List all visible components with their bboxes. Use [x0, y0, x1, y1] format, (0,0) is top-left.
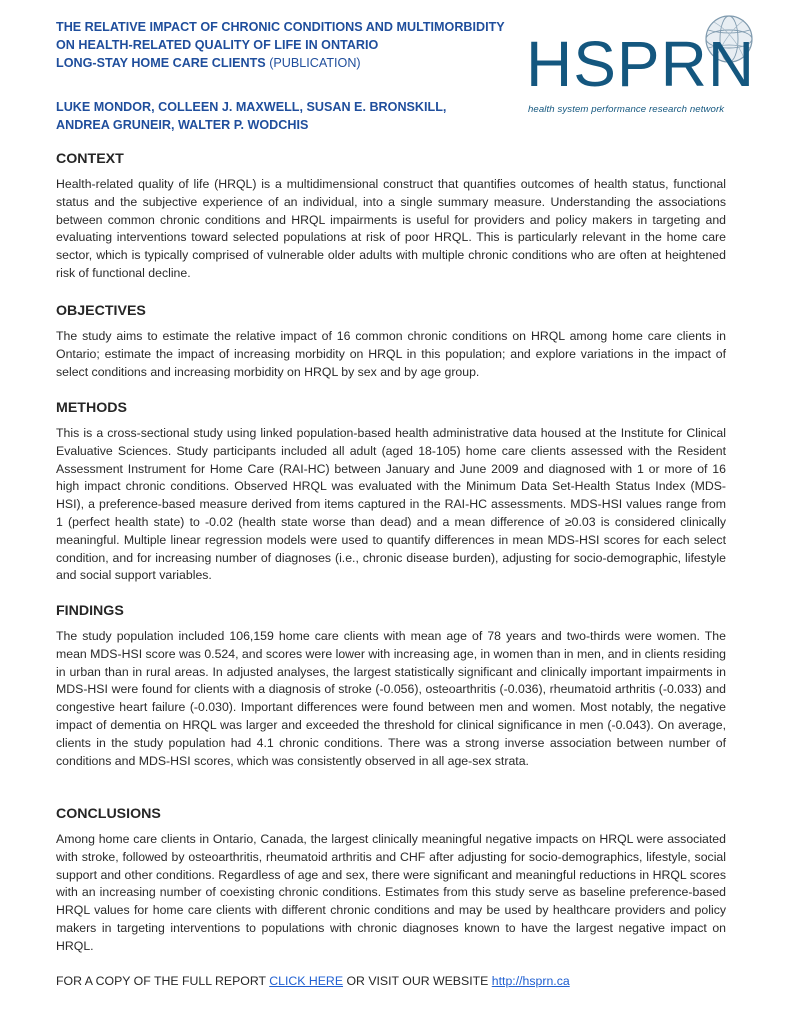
title-line-3-text: LONG-STAY HOME CARE CLIENTS: [56, 56, 266, 70]
authors-line-1: LUKE MONDOR, COLLEEN J. MAXWELL, SUSAN E. BRONSKILL,: [56, 100, 447, 114]
findings-body: The study population included 106,159 home care clients with mean age of 78 years and two-thirds were women. The mean MDS-HSI score was 0.524, and scores were lower with increasing age, in women than in men, and in clients residing in urban than in rural areas. In adjusted analyses, the largest statistically significant and clinically important impairments in MDS-HSI were found for clients with a diagnosis of stroke (-0.056), osteoarthritis (-0.036), rheumatoid arthritis (-0.033) and congestive heart failure (-0.030). Important differences were found between men and women. Most notably, the negative impact of dementia on HRQL was larger and exceeded the threshold for clinical significance in men (-0.043). On average, clients in the study population had 4.1 chronic conditions. There was a strong inverse association between number of conditions and MDS-HSI scores, which was consistently observed in all age-sex strata.: [56, 629, 726, 768]
methods-body: This is a cross-sectional study using linked population-based health administrative data housed at the Institute for Clinical Evaluative Sciences. Study participants included all adult (aged 18-105) home care clients assessed with the Resident Assessment Instrument for Home Care (RAI-HC) between January and June 2009 and diagnosed with 1 or more of 16 high impact chronic conditions. Observed HRQL was evaluated with the Minimum Data Set-Health Status Index (MDS-HSI), a preference-based measure derived from items captured in the RAI-HC assessments. MDS-HSI values range from 1 (perfect health state) to -0.02 (health state worse than dead) and a mean difference of ≥0.03 is considered clinically meaningful. Multiple linear regression models were used to quantify differences in mean MDS-HSI scores for each select condition, and for increasing number of diagnoses (i.e., chronic disease burden), adjusting for socio-demographic, lifestyle and social support variables.: [56, 426, 726, 583]
footer-middle: OR VISIT OUR WEBSITE: [346, 974, 489, 988]
title-line-3: [56, 54, 536, 72]
website-link[interactable]: http://hsprn.ca: [491, 974, 570, 988]
conclusions-heading: CONCLUSIONS: [56, 806, 161, 822]
authors: [56, 98, 516, 134]
methods-heading: METHODS: [56, 400, 127, 416]
document-title: [56, 18, 536, 72]
title-line-1: THE RELATIVE IMPACT OF CHRONIC CONDITIONS AND MULTIMORBIDITY: [56, 20, 505, 34]
authors-line-2: ANDREA GRUNEIR, WALTER P. WODCHIS: [56, 118, 309, 132]
section-findings: [56, 602, 726, 770]
objectives-body: The study aims to estimate the relative impact of 16 common chronic conditions on HRQL among home care clients in Ontario; estimate the impact of increasing morbidity on HRQL in this population; and explore variations in the impact of select conditions and increasing morbidity on HRQL by sex and by age group.: [56, 329, 726, 379]
objectives-heading: OBJECTIVES: [56, 303, 146, 319]
title-line-2: ON HEALTH-RELATED QUALITY OF LIFE IN ONTARIO: [56, 38, 379, 52]
section-conclusions: [56, 805, 726, 956]
section-context: [56, 150, 726, 283]
hsprn-logo: [526, 14, 758, 122]
logo-wordmark: HSPRN: [526, 28, 756, 100]
footer: [56, 974, 570, 988]
logo-tagline: health system performance research network: [528, 104, 725, 115]
section-methods: [56, 399, 726, 585]
context-heading: CONTEXT: [56, 151, 124, 167]
footer-prefix: FOR A COPY OF THE FULL REPORT: [56, 974, 266, 988]
section-objectives: [56, 302, 726, 381]
report-link[interactable]: CLICK HERE: [269, 974, 344, 988]
conclusions-body: Among home care clients in Ontario, Canada, the largest clinically meaningful negative impacts on HRQL were associated with stroke, followed by osteoarthritis, rheumatoid arthritis and CHF after adjusting for socio-demographics, lifestyle, social support and other conditions. Regardless of age and sex, there were significant and meaningful reductions in HRQL scores with an increasing number of coexisting chronic conditions. Estimates from this study serve as baseline preference-based HRQL values for home care clients with different chronic conditions and may be used by healthcare providers and policy makers in targeting interventions to populations with chronic diagnoses known to have the largest negative impact on HRQL.: [56, 832, 726, 953]
findings-heading: FINDINGS: [56, 603, 124, 619]
publication-tag: (PUBLICATION): [269, 56, 361, 70]
context-body: Health-related quality of life (HRQL) is a multidimensional construct that quantifies outcomes of health status, functional status and the subjective experience of an individual, into a single summary measure. Understanding the associations between common chronic conditions and HRQL impairments is useful for providers and policy makers in targeting and evaluating interventions toward selected populations at risk of poor HRQL. This is particularly relevant in the home care sector, which is typically comprised of vulnerable older adults with multiple chronic conditions who are often at heightened risk of functional decline.: [56, 177, 726, 280]
